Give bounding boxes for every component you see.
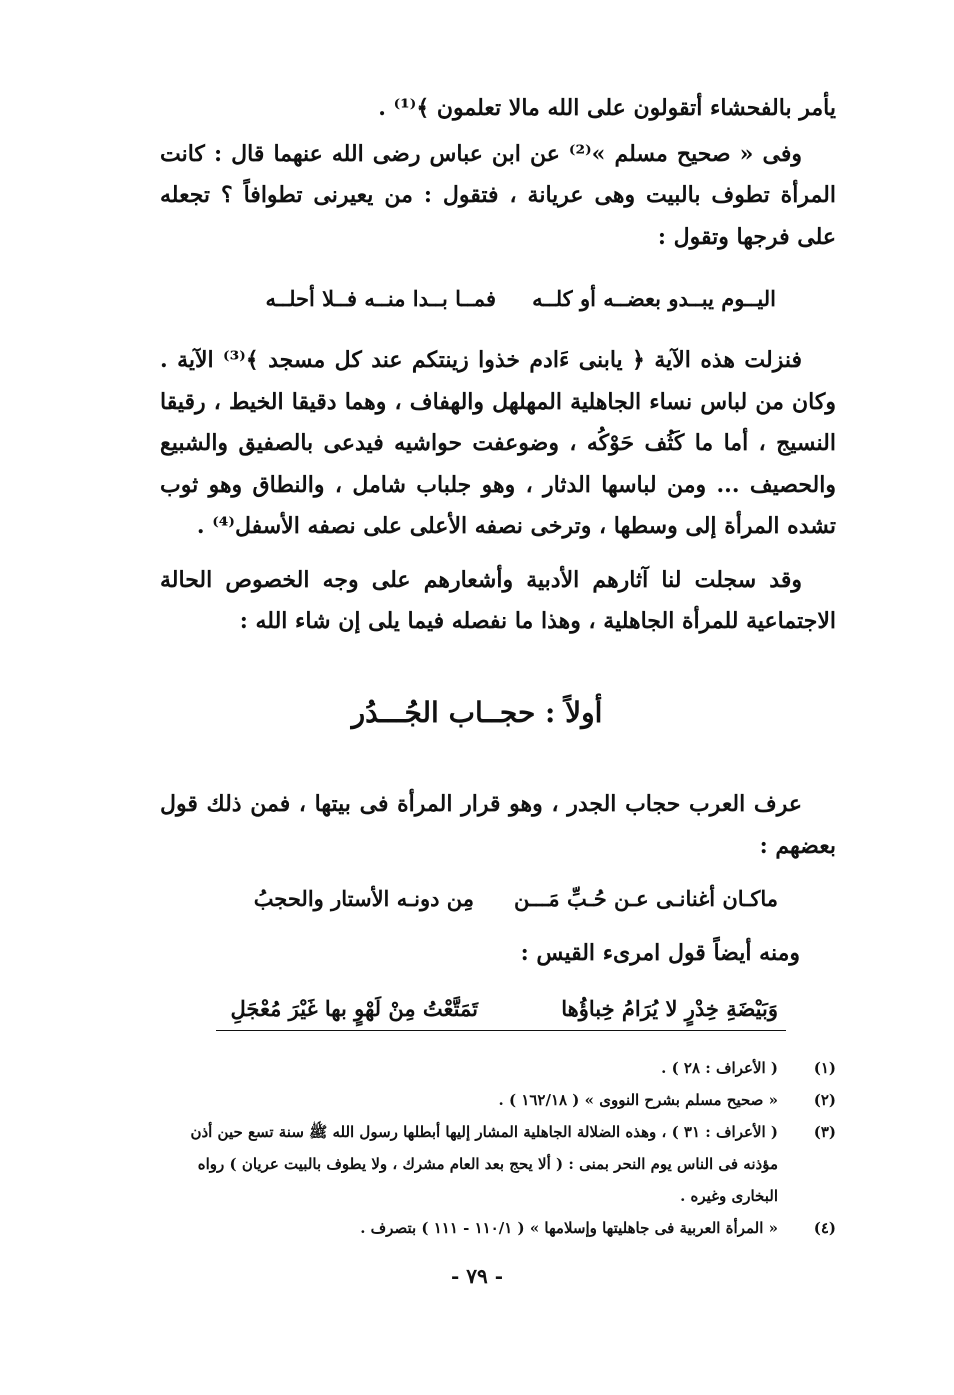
body-text-top (160, 88, 836, 258)
footnote-text: ( الأعراف : ٢٨ ) . (661, 1059, 778, 1077)
footnote-number: (٤) (813, 1219, 836, 1237)
verse-3-second-hemistich: تَمَتَّعْتُ مِنْ لَهْوٍ بها غَيْرَ مُعْجَلِ (230, 996, 478, 1021)
paragraph-5: عرف العرب حجاب الجدر ، وهو قرار المرأة فى بيتها ، فمن ذلك قول بعضهم : (160, 791, 836, 859)
verse-1-second-hemistich: فمــا بــدا منــه فــلا أحلــه (265, 286, 496, 311)
footnote-number: (٣) (813, 1123, 836, 1141)
verse-3-first-hemistich: وَبَيْضَةِ خِدْرٍ لا يُرَامُ خِباؤُها (561, 996, 778, 1021)
footnotes (160, 1052, 836, 1244)
paragraph-2: وفى « صحيح مسلم »⁽²⁾ عن ابن عباس رضى الله عنهما قال : كانت المرأة تطوف بالبيت وهى عريانة ، فتقول : من يعيرنى تطوافاً ؟ تجعله على فرجها وتقول : (160, 140, 836, 250)
footnote-2 (160, 1084, 836, 1116)
body-text-lower (160, 784, 836, 867)
verse-2-first-hemistich: ماكـان أغنانـى عـن حُـبِّ مَـــن (513, 886, 778, 911)
verse-1-first-hemistich: اليــوم يبــدو بعضــه أو كلــه (532, 286, 776, 311)
page-number: - ٧٩ - (450, 1264, 503, 1288)
footnote-separator (216, 1030, 786, 1031)
footnote-number: (٢) (813, 1091, 836, 1109)
paragraph-4: وقد سجلت لنا آثارهم الأدبية وأشعارهم على وجه الخصوص الحالة الاجتماعية للمرأة الجاهلية ، وهذا ما نفصله فيما يلى إن شاء الله : (160, 566, 836, 634)
footnote-4 (160, 1212, 836, 1244)
paragraph-6: ومنه أيضاً قول امرىء القيس : (520, 940, 800, 966)
footnote-3 (160, 1116, 836, 1212)
footnote-number: (١) (813, 1059, 836, 1077)
verse-2-second-hemistich: مِن دونـه الأستار والحجبُ (253, 886, 474, 911)
footnote-text: « المرأة العربية فى جاهليتها وإسلامها » ( ١١٠/١ - ١١١ ) بتصرف . (360, 1219, 778, 1237)
paragraph-1: يأمر بالفحشاء أتقولون على الله مالا تعلمون ﴾⁽¹⁾ . (378, 95, 836, 121)
footnote-1 (160, 1052, 836, 1084)
paragraph-3: فنزلت هذه الآية ﴿ يابنى ءَادم خذوا زينتكم عند كل مسجد ﴾⁽³⁾ الآية . وكان من لباس نساء الجاهلية المهلهل والهفاف ، وهما دقيقا الخيط ، رقيقا النسيج ، أما ما كَثُف حَوْكُه ، وضوعفت حواشيه فيدعى بالصفيق والشبيع والحصيف ... ومن لباسها الدثار ، وهو جلباب شامل ، والنطاق وهو ثوب تشده المرأة إلى وسطها ، وترخى نصفه الأعلى على نصفه الأسفل⁽⁴⁾ . (160, 347, 836, 539)
footnote-text: « صحيح مسلم بشرح النووى » ( ١٦٢/١٨ ) . (498, 1091, 778, 1109)
section-heading: أولاً : حجــاب الجُـــدُر (351, 696, 603, 729)
body-text-middle (160, 340, 836, 643)
footnote-text: ( الأعراف : ٣١ ) ، وهذه الضلالة الجاهلية المشار إليها أبطلها رسول الله ﷺ سنة تسع حين أذن مؤذنه فى الناس يوم النحر بمنى : ( ألا يحج بعد العام مشرك ، ولا يطوف بالبيت عريان ) رواه البخارى وغيره . (190, 1123, 778, 1205)
